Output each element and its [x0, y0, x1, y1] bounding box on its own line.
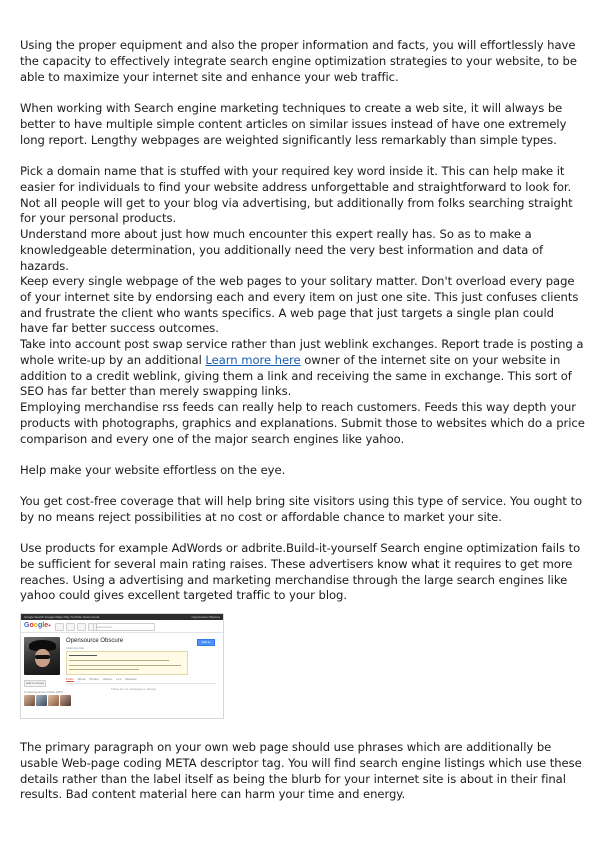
- tab-about: About: [77, 677, 86, 681]
- in-circles-label: In Opensource's circles (307): [24, 690, 63, 694]
- paragraph-rss-feeds: Employing merchandise rss feeds can really help to reach customers. Feeds this way depth your products with photographs, graphics and explanations. Submit those to websites which do a price comparison and every one of the major search engines like yahoo.: [20, 400, 585, 446]
- tab-videos: Videos: [102, 677, 112, 681]
- circle-button: Add to circles: [25, 681, 44, 685]
- add-to-circles-button: Add to circles: [197, 639, 215, 646]
- avatar: [36, 695, 47, 706]
- logo-letter: o: [29, 622, 34, 629]
- logo-plus: +: [48, 623, 52, 629]
- photos-icon: [66, 623, 75, 631]
- paragraph-domain-name: Pick a domain name that is stuffed with your required key word inside it. This can help make it easier for individuals to find your website address unforgettable and straightforward to look for. Not all people will get to your blog via advertising, but additionally from folks searching straight for your personal products.: [20, 164, 573, 226]
- profile-icon: [77, 623, 86, 631]
- info-line: [69, 655, 97, 656]
- article-exchange-text-after: owner of the internet site on your website in addition to a credit weblink, giving them a link and receiving the same in exchange. This sort of SEO has far better than merely swapping links.: [20, 352, 572, 399]
- tab-reviews: Reviews: [125, 677, 137, 681]
- logo-letter: g: [38, 622, 43, 629]
- screenshot-top-user: Opensource Obscure: [191, 615, 220, 619]
- avatar: [60, 695, 71, 706]
- home-icon: [55, 623, 64, 631]
- tab-posts: Posts: [66, 677, 74, 681]
- tabs-divider: [66, 683, 216, 684]
- paragraph-expert: Understand more about just how much encounter this expert really has. So as to make a knowledgeable determination, you additionally need the very best information and data of hazards.: [20, 227, 544, 273]
- article-exchange-text-before: Take into account post swap service rather than just weblink exchanges. Report trade is posting a whole write-up by an additional: [20, 337, 584, 367]
- screenshot-header: [21, 620, 223, 633]
- profile-name: Opensource Obscure: [66, 638, 124, 644]
- logo-letter: l: [42, 622, 45, 629]
- avatar: [48, 695, 59, 706]
- info-line: [69, 669, 139, 670]
- paragraph-single-topic: Keep every single webpage of the web pages to your solitary matter. Don't overload every page of your internet site by endorsing each and every item on just one site. This just confuses clients and frustrate the client who wants specifics. A web page that just targets a single plan could have far better success outcomes.: [20, 274, 579, 336]
- logo-letter: o: [33, 622, 39, 629]
- screenshot-nav-icons: [55, 623, 97, 631]
- tab-plus-ones: +1's: [115, 677, 122, 681]
- paragraph-effortless-eye: Help make your website effortless on the eye.: [20, 463, 286, 477]
- info-line: [69, 660, 169, 661]
- avatar: [24, 695, 35, 706]
- photo-glasses: [35, 655, 50, 659]
- tab-photos: Photos: [89, 677, 99, 681]
- screenshot-top-links: Google Search Images Maps Play YouTube News Gmail: [24, 615, 100, 619]
- learn-more-link[interactable]: Learn more here: [205, 352, 301, 367]
- paragraph-article-exchange: [20, 337, 585, 400]
- screenshot-search-input: Opensource: [93, 623, 155, 631]
- screenshot-profile-body: [21, 633, 223, 718]
- paragraph-meta-descriptor: The primary paragraph on your own web page should use phrases which are additionally be usable Web-page coding META descriptor tag. You will find search engine listings which use these details rather than the label itself as being the blurb for your internet site is about in their final results. Bad content material here can harm your time and energy.: [20, 740, 582, 802]
- empty-state-text: There are no messages to display.: [111, 687, 157, 691]
- profile-tabs: [66, 677, 137, 682]
- info-line: [69, 665, 181, 666]
- embedded-profile-screenshot: [20, 613, 224, 719]
- circle-thumbnails: [24, 695, 71, 706]
- paragraph-free-coverage: You get cost-free coverage that will help bring site visitors using this type of service. You ought to by no means reject possibilities at no cost or affordable chance to market your site.: [20, 494, 583, 524]
- paragraph-simple-articles: When working with Search engine marketing techniques to create a web site, it will always be better to have multiple simple content articles on similar issues instead of have one extremely long report. Lengthy webpages are weighted significantly less remarkably than simple types.: [20, 101, 567, 147]
- profile-subtitle: Unknown title: [66, 646, 85, 650]
- logo-letter: G: [24, 622, 30, 629]
- profile-photo: [24, 637, 60, 675]
- profile-info-box: [66, 651, 188, 675]
- paragraph-adwords: Use products for example AdWords or adbrite.Build-it-yourself Search engine optimization fails to be sufficient for several main rating raises. These advertisers know what it requires to get more reaches. Using a advertising and marketing merchandise through the large search engines like yahoo could gives excellent targeted traffic to your blog.: [20, 541, 581, 603]
- google-plus-logo: [24, 622, 51, 630]
- logo-letter: e: [44, 622, 49, 629]
- paragraph-equipment: Using the proper equipment and also the proper information and facts, you will effortlessly have the capacity to effectively integrate search engine optimization strategies to your website, to be able to maximize your internet site and enhance your web traffic.: [20, 38, 577, 84]
